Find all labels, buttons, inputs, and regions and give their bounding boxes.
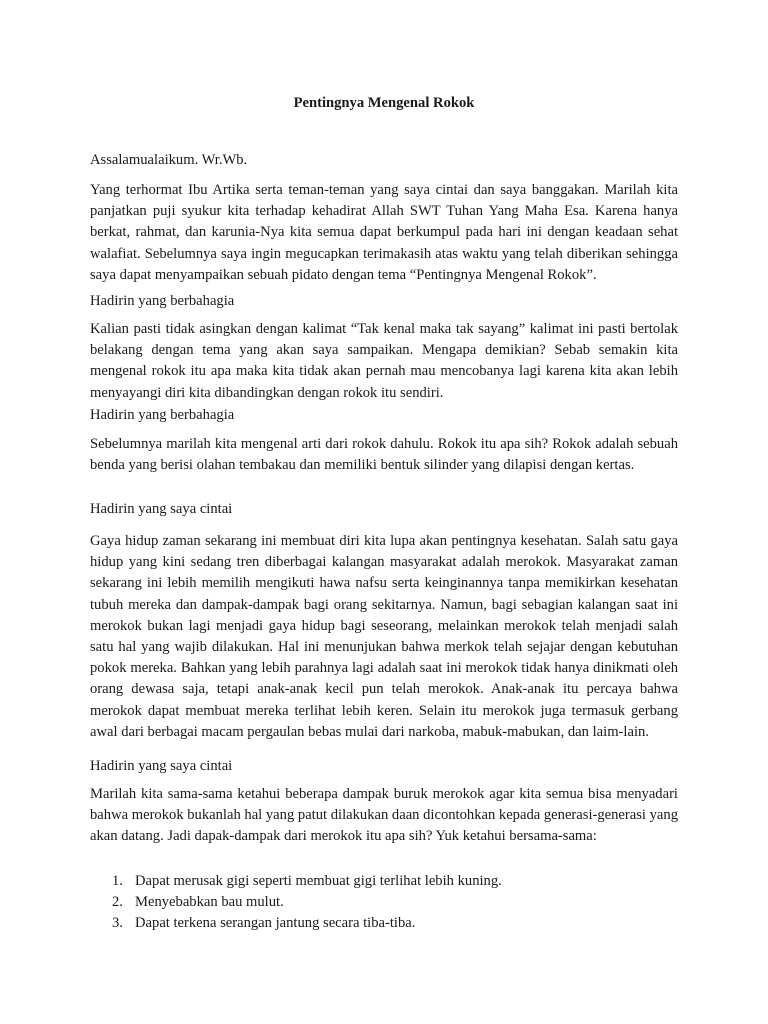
list-item xyxy=(90,871,678,892)
dampak-list xyxy=(90,871,678,935)
list-item xyxy=(90,913,678,934)
list-text: Dapat terkena serangan jantung secara tiba-tiba. xyxy=(135,915,416,932)
paragraph-dampak: Marilah kita sama-sama ketahui beberapa dampak buruk merokok agar kita semua bisa menyadari bahwa merokok bukanlah hal yang patut dilakukan daan dicontohkan kepada generasi-generasi yang akan datang. Jadi dapak-dampak dari merokok itu apa sih? Yuk ketahui bersama-sama: xyxy=(90,786,678,845)
heading-hadirin-1: Hadirin yang berbahagia xyxy=(90,293,235,309)
heading-hadirin-3: Hadirin yang saya cintai xyxy=(90,501,233,517)
list-number: 1. xyxy=(112,873,123,889)
list-text: Dapat merusak gigi seperti membuat gigi terlihat lebih kuning. xyxy=(135,873,502,889)
greeting: Assalamualaikum. Wr.Wb. xyxy=(90,152,248,168)
list-text: Menyebabkan bau mulut. xyxy=(135,894,284,911)
paragraph-tak-kenal: Kalian pasti tidak asingkan dengan kalimat “Tak kenal maka tak sayang” kalimat ini pasti bertolak belakang dengan tema yang akan saya sampaikan. Mengapa demikian? Sebab semakin kita mengenal rokok itu apa maka kita tidak akan pernah mau mencobanya lagi karena kita akan lebih menyayangi diri kita dibandingkan dengan rokok itu sendiri. xyxy=(90,321,678,401)
list-number: 3. xyxy=(112,915,123,932)
heading-hadirin-4: Hadirin yang saya cintai xyxy=(90,758,233,774)
list-item xyxy=(90,892,678,913)
paragraph-arti-rokok: Sebelumnya marilah kita mengenal arti dari rokok dahulu. Rokok itu apa sih? Rokok adalah sebuah benda yang berisi olahan tembakau dan memiliki bentuk silinder yang dilapisi dengan kertas. xyxy=(90,436,678,474)
paragraph-gaya-hidup: Gaya hidup zaman sekarang ini membuat diri kita lupa akan pentingnya kesehatan. Salah satu gaya hidup yang kini sedang tren diberbagai kalangan masyarakat adalah merokok. Masyarakat zaman sekarang ini lebih memilih mengikuti hawa nafsu serta keinginannya tanpa memikirkan kesehatan tubuh mereka dan dampak-dampak bagi orang sekitarnya. Namun, bagi sebagian kalangan saat ini merokok bukan lagi menjadi gaya hidup bagi seseorang, melainkan merokok telah menjadi salah satu hal yang wajib dilakukan. Hal ini menunjukan bahwa merkok telah sejajar dengan kebutuhan pokok mereka. Bahkan yang lebih parahnya lagi adalah saat ini merokok tidak hanya dinikmati oleh orang dewasa saja, tetapi anak-anak kecil pun telah merokok. Anak-anak itu percaya bahwa merokok dapat membuat mereka terlihat lebih keren. Selain itu merokok juga termasuk gerbang awal dari berbagai macam pergaulan bebas mulai dari narkoba, mabuk-mabukan, dan laim-lain. xyxy=(90,533,678,740)
paragraph-opening: Yang terhormat Ibu Artika serta teman-teman yang saya cintai dan saya banggakan. Marilah kita panjatkan puji syukur kita terhadap kehadirat Allah SWT Tuhan Yang Maha Esa. Karena hanya berkat, rahmat, dan karunia-Nya kita semua dapat berkumpul pada hari ini dengan keadaan sehat walafiat. Sebelumnya saya ingin megucapkan terimakasih atas waktu yang telah diberikan sehingga saya dapat menyampaikan sebuah pidato dengan tema “Pentingnya Mengenal Rokok”. xyxy=(90,182,678,283)
document-title: Pentingnya Mengenal Rokok xyxy=(293,95,475,111)
heading-hadirin-2: Hadirin yang berbahagia xyxy=(90,407,235,423)
list-number: 2. xyxy=(112,894,123,911)
